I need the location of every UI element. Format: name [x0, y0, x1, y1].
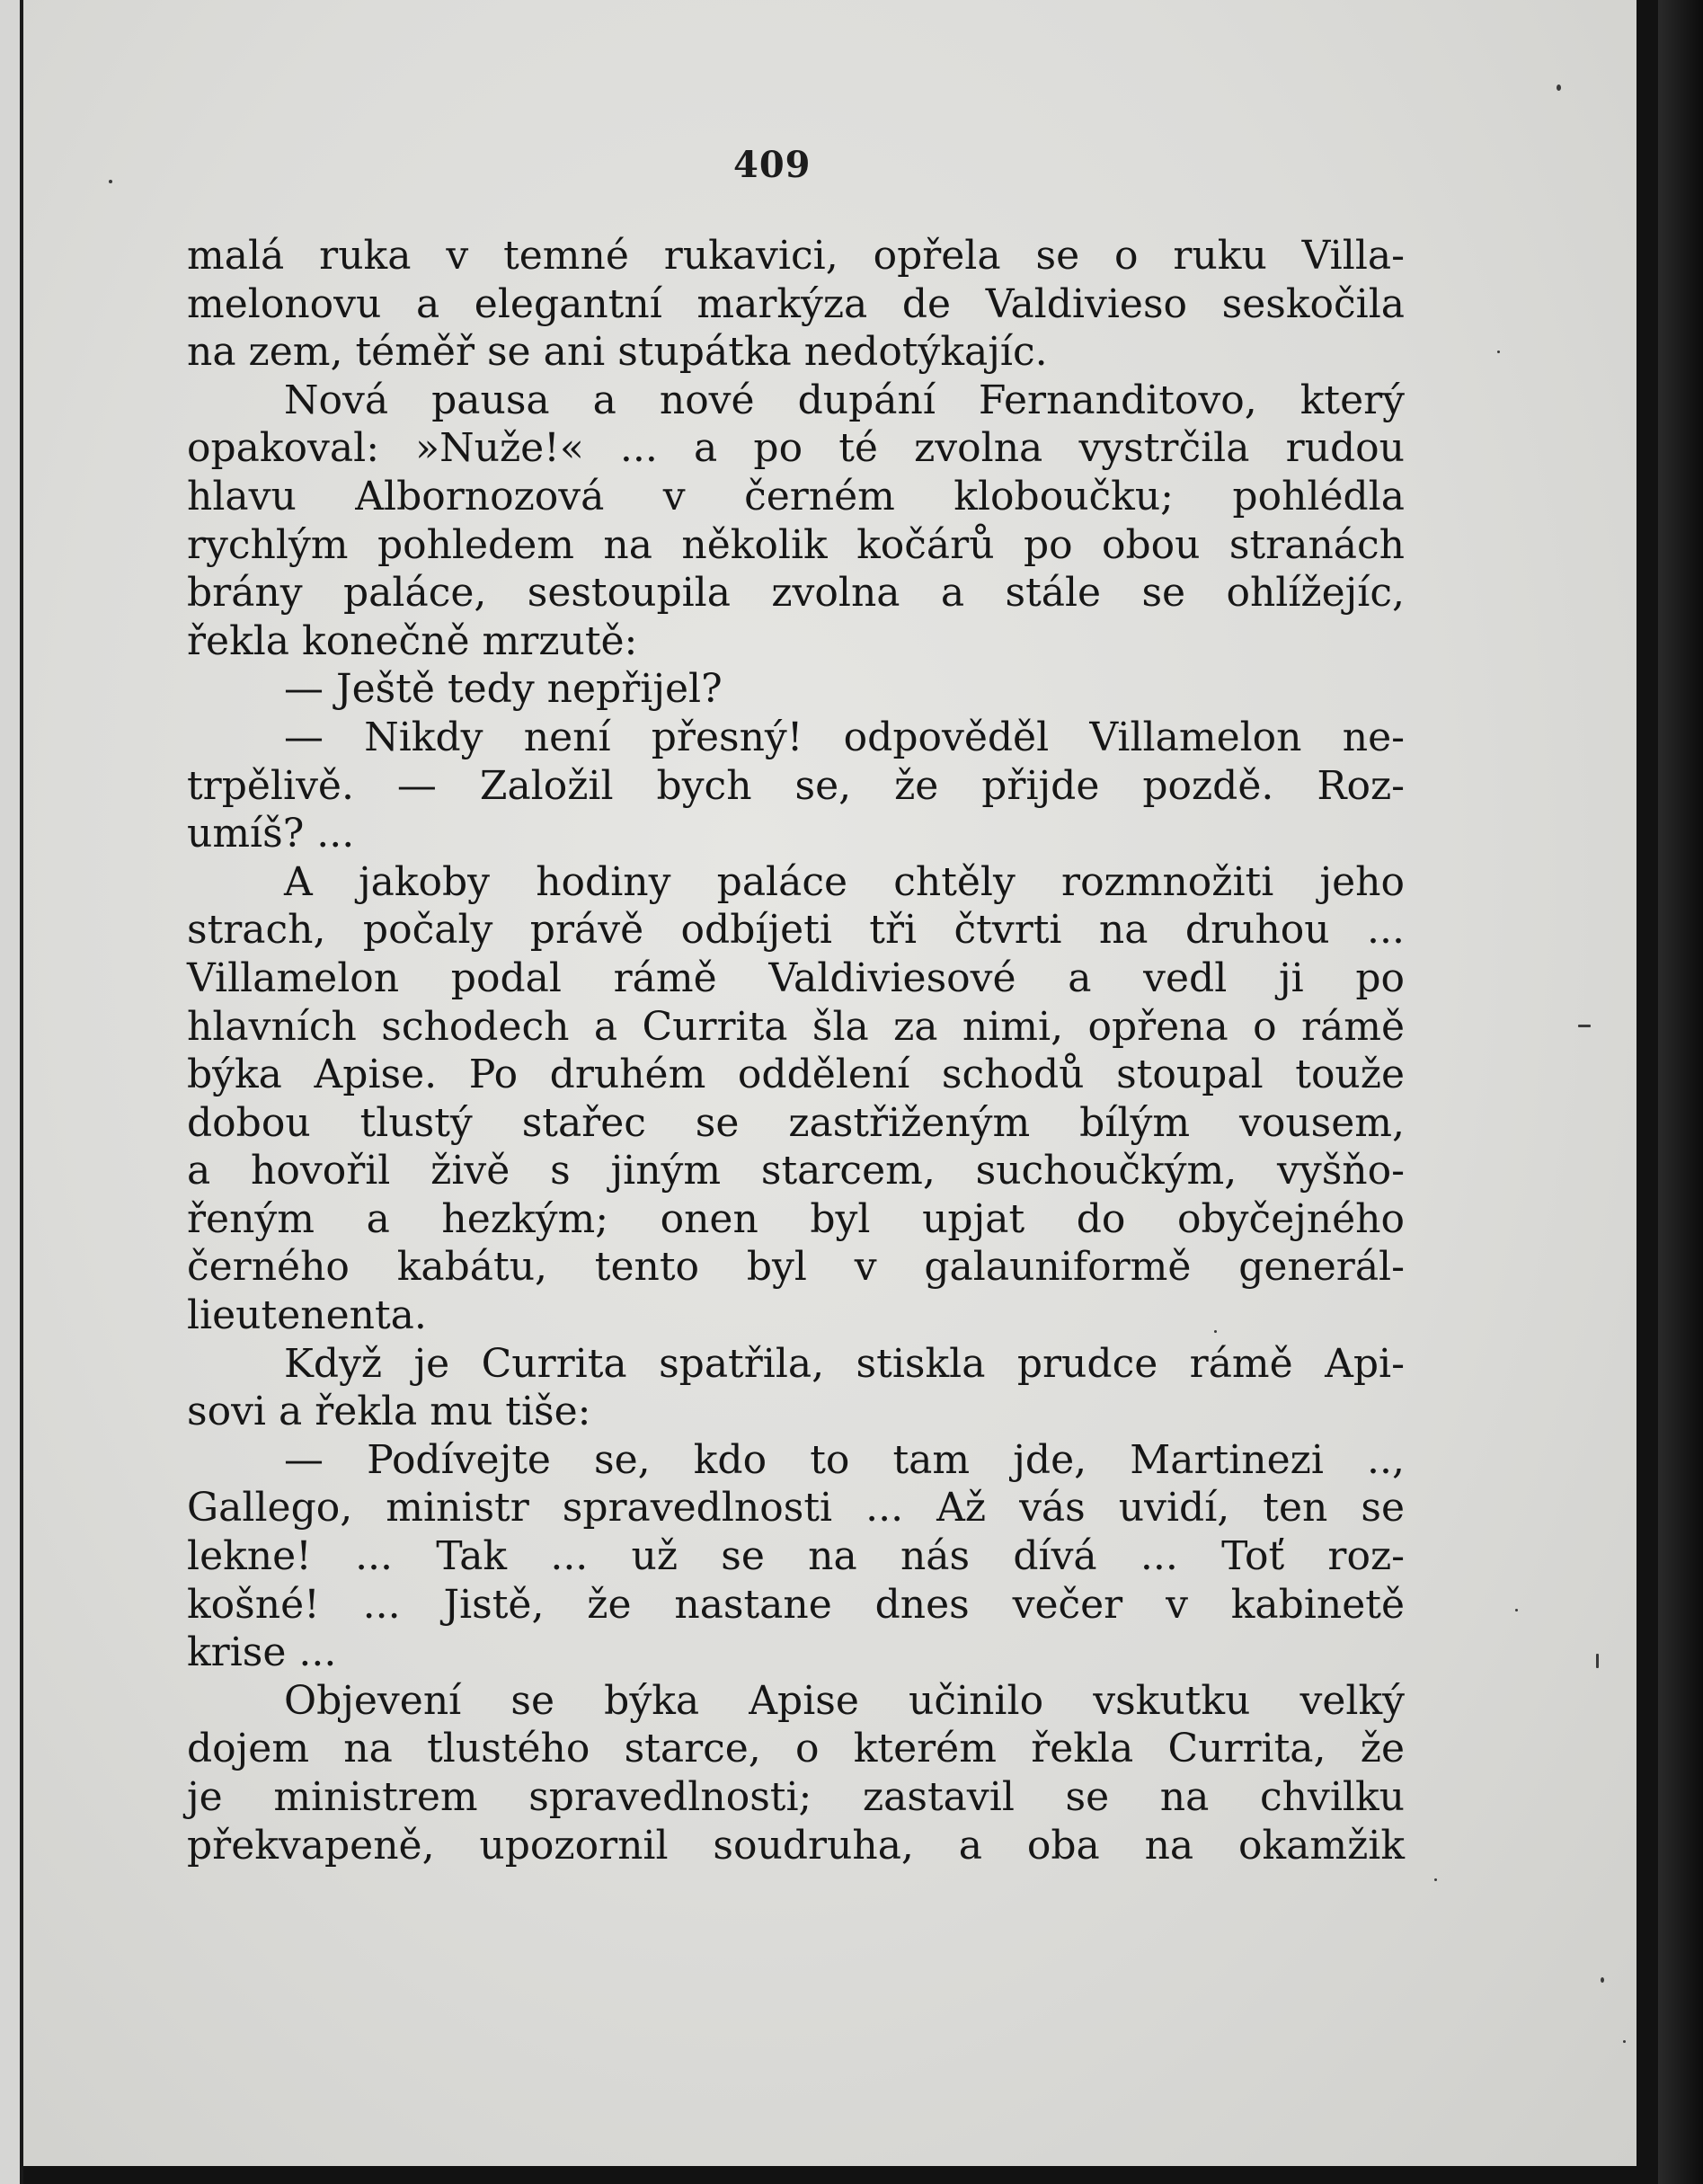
- scan-speck: [1515, 1609, 1518, 1611]
- text-line: a hovořil živě s jiným starcem, suchoučkým, vyšňo-: [187, 1148, 1405, 1194]
- text-line: černého kabátu, tento byl v galauniformě generál-: [187, 1244, 1405, 1291]
- scan-speck: [1434, 1878, 1437, 1881]
- text-line: překvapeně, upozornil soudruha, a oba na okamžik: [187, 1822, 1405, 1869]
- text-line: košné! ... Jistě, že nastane dnes večer v kabinetě: [187, 1581, 1405, 1628]
- text-line: brány paláce, sestoupila zvolna a stále se ohlížejíc,: [187, 570, 1405, 617]
- text-line: Když je Currita spatřila, stiskla prudce rámě Api-: [284, 1340, 1405, 1387]
- text-line: je ministrem spravedlnosti; zastavil se na chvilku: [187, 1774, 1405, 1820]
- text-line: — Nikdy není přesný! odpověděl Villamelon ne-: [284, 714, 1405, 760]
- scan-speck: [109, 180, 112, 183]
- text-line: A jakoby hodiny paláce chtěly rozmnožiti jeho: [284, 858, 1405, 905]
- book-spine-edge: [0, 0, 23, 2184]
- text-line: dobou tlustý stařec se zastřiženým bílým vousem,: [187, 1099, 1405, 1146]
- scan-speck: [1497, 351, 1500, 353]
- text-line: na zem, téměř se ani stupátka nedotýkajíc.: [187, 329, 1048, 376]
- text-line: trpělivě. — Založil bych se, že přijde pozdě. Roz-: [187, 762, 1405, 809]
- text-line: lekne! ... Tak ... už se na nás dívá ... Toť roz-: [187, 1533, 1405, 1580]
- text-line: strach, počaly právě odbíjeti tři čtvrti na druhou ...: [187, 907, 1405, 954]
- text-line: řeným a hezkým; onen byl upjat do obyčejného: [187, 1195, 1405, 1242]
- text-line: Villamelon podal rámě Valdiviesové a vedl ji po: [187, 954, 1405, 1001]
- text-line: — Ještě tedy nepřijel?: [284, 666, 723, 713]
- text-line: sovi a řekla mu tiše:: [187, 1389, 591, 1435]
- text-line: — Podívejte se, kdo to tam jde, Martinezi ..,: [284, 1436, 1405, 1483]
- text-line: krise ...: [187, 1629, 337, 1676]
- scan-speck: [1596, 1654, 1599, 1668]
- scan-speck: [1557, 84, 1561, 91]
- text-line: dojem na tlustého starce, o kterém řekla Currita, že: [187, 1726, 1405, 1772]
- text-line: umíš? ...: [187, 811, 355, 857]
- text-line: Gallego, ministr spravedlnosti ... Až vás uvidí, ten se: [187, 1485, 1405, 1531]
- text-line: hlavních schodech a Currita šla za nimi, opřena o rámě: [187, 1003, 1405, 1050]
- scan-speck: [1601, 1977, 1604, 1983]
- text-line: Objevení se býka Apise učinilo vskutku velký: [284, 1677, 1405, 1724]
- text-line: řekla konečně mrzutě:: [187, 617, 638, 664]
- page-number: 409: [733, 144, 812, 186]
- text-line: lieutenenta.: [187, 1292, 427, 1339]
- text-line: rychlým pohledem na několik kočárů po obou stranách: [187, 521, 1405, 568]
- scan-speck: [1578, 1025, 1591, 1027]
- scan-speck: [1214, 1330, 1217, 1333]
- text-line: Nová pausa a nové dupání Fernanditovo, který: [284, 377, 1405, 423]
- book-page: [23, 0, 1636, 2166]
- body-text: [187, 232, 1405, 1869]
- text-line: býka Apise. Po druhém oddělení schodů stoupal touže: [187, 1052, 1405, 1098]
- book-edge-shadow: [1658, 0, 1703, 2184]
- scan-speck: [1623, 2040, 1626, 2043]
- text-line: hlavu Albornozová v černém kloboučku; pohlédla: [187, 473, 1405, 519]
- text-line: melonovu a elegantní markýza de Valdivieso seskočila: [187, 280, 1405, 327]
- text-line: malá ruka v temné rukavici, opřela se o ruku Villa-: [187, 233, 1405, 279]
- text-line: opakoval: »Nuže!« ... a po té zvolna vystrčila rudou: [187, 425, 1405, 472]
